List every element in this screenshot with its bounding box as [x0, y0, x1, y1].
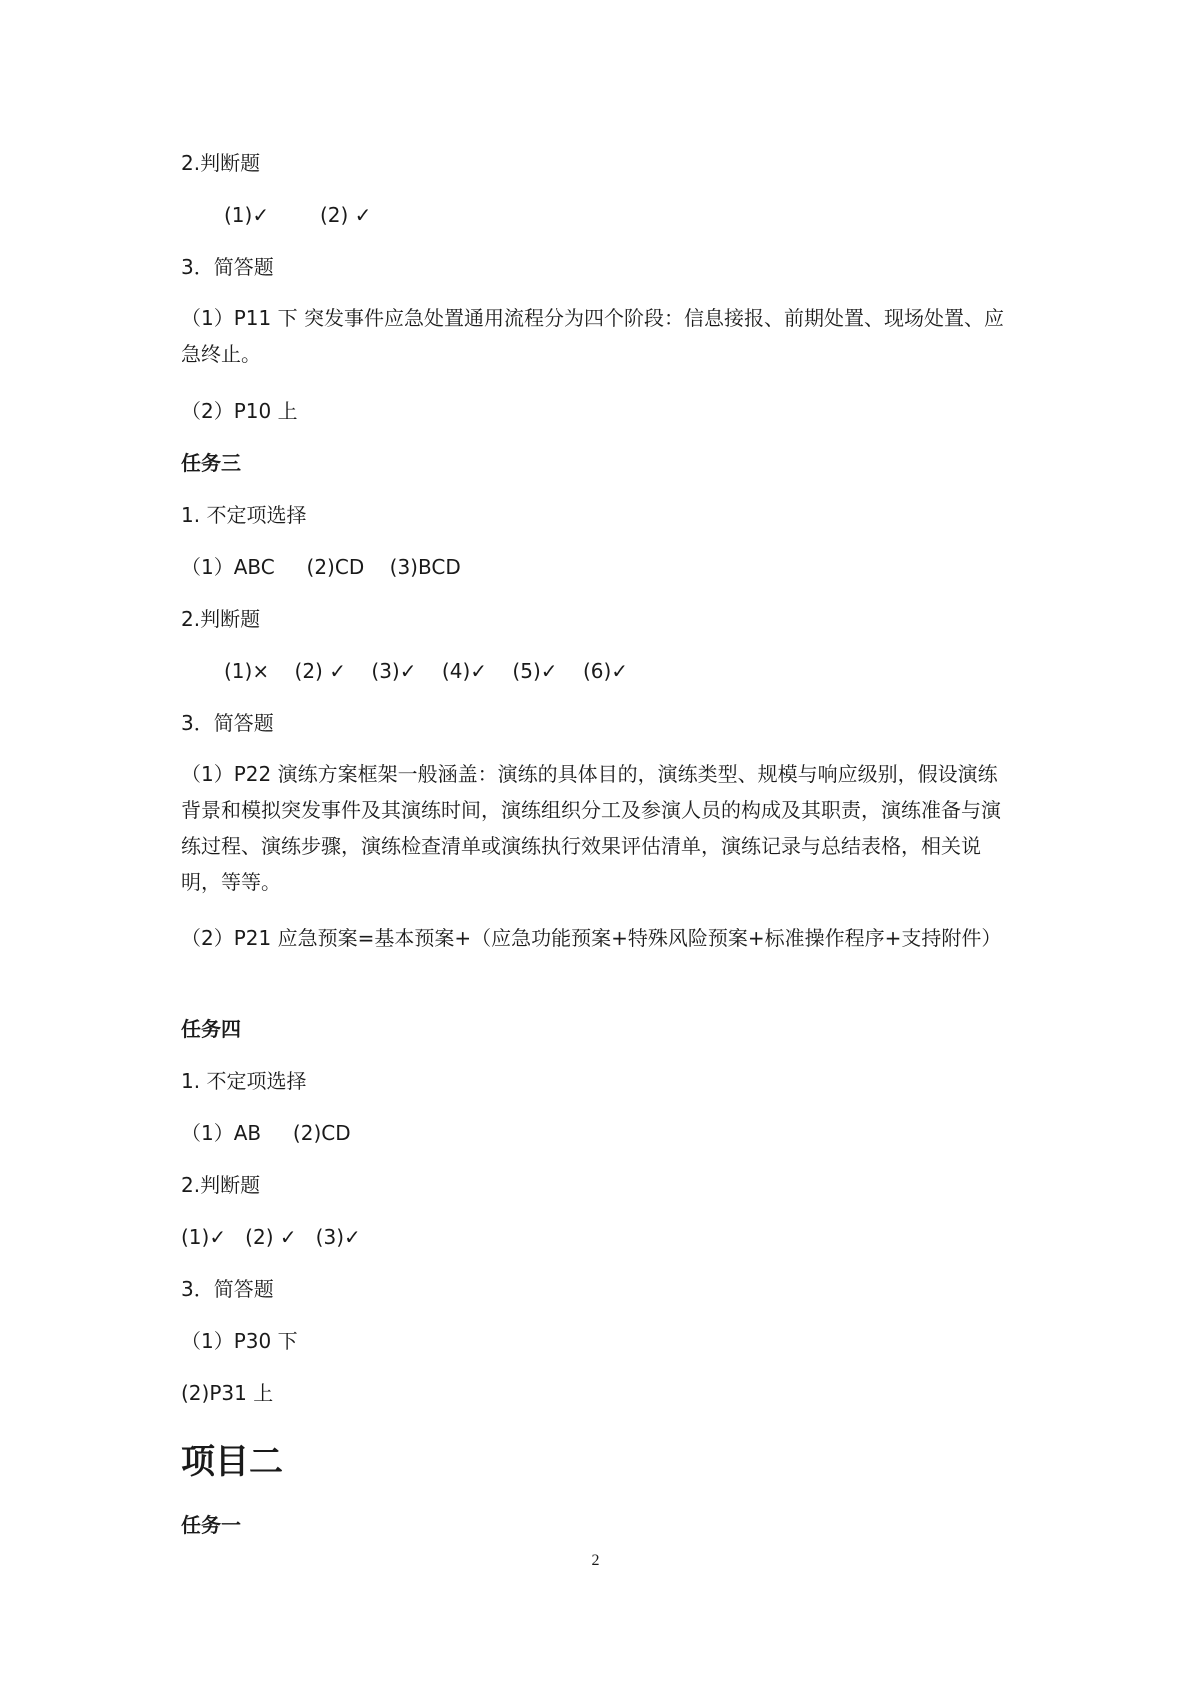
- section-heading-judgement: 2.判断题: [181, 151, 261, 175]
- section-heading-short-answer: 3．简答题: [181, 255, 274, 279]
- project-heading: 项目二: [181, 1442, 283, 1482]
- answer-line: （1）ABC (2)CD (3)BCD: [181, 555, 461, 579]
- answer-line: (2)P31 上: [181, 1381, 274, 1405]
- page-number: 2: [591, 1552, 600, 1569]
- answer-line: (1)✓ (2) ✓ (3)✓: [181, 1225, 361, 1249]
- section-heading-judgement: 2.判断题: [181, 607, 261, 631]
- answer-paragraph: （2）P21 应急预案=基本预案+（应急功能预案+特殊风险预案+标准操作程序+支持附件）: [181, 926, 1002, 950]
- section-heading-multiple-choice: 1. 不定项选择: [181, 1069, 307, 1093]
- answer-paragraph: （1）P11 下 突发事件应急处置通用流程分为四个阶段：信息接报、前期处置、现场处置、应急终止。: [181, 306, 1004, 366]
- answer-line: （1）AB (2)CD: [181, 1121, 351, 1145]
- answer-line: (1)✓ (2) ✓: [224, 203, 372, 227]
- section-heading-short-answer: 3．简答题: [181, 711, 274, 735]
- section-heading-judgement: 2.判断题: [181, 1173, 261, 1197]
- task-heading: 任务三: [181, 451, 241, 475]
- task-heading: 任务一: [181, 1513, 241, 1537]
- section-heading-multiple-choice: 1. 不定项选择: [181, 503, 307, 527]
- answer-paragraph: （1）P22 演练方案框架一般涵盖：演练的具体目的，演练类型、规模与响应级别，假设演练背景和模拟突发事件及其演练时间，演练组织分工及参演人员的构成及其职责，演练准备与演练过程、演练步骤，演练检查清单或演练执行效果评估清单，演练记录与总结表格，相关说明，等等。: [181, 762, 1001, 894]
- section-heading-short-answer: 3．简答题: [181, 1277, 274, 1301]
- task-heading: 任务四: [181, 1017, 241, 1041]
- document-page: [181, 0, 1011, 1684]
- answer-line: (1)× (2) ✓ (3)✓ (4)✓ (5)✓ (6)✓: [224, 659, 629, 683]
- answer-line: （1）P30 下: [181, 1329, 298, 1353]
- answer-line: （2）P10 上: [181, 399, 298, 423]
